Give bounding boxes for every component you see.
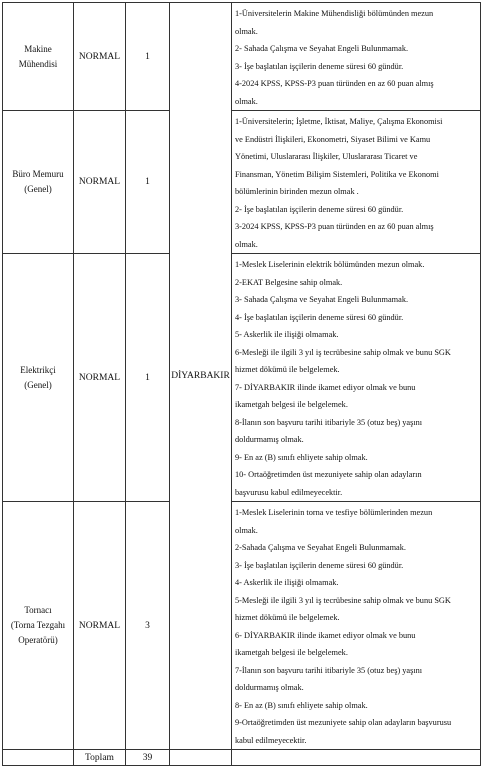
table-row: [3, 254, 481, 502]
table-row: [3, 111, 481, 254]
requirements-cell: 1-Meslek Liselerinin elektrik bölümünden mezun olmak. 2-EKAT Belgesine sahip olmak. 3- Sahada Çalışma ve Seyahat Engeli Bulunmamak. 4- İşe başlatılan işçilerin deneme süresi 60 gündür. 5- Askerlik ile ilişiği olmamak. 6-Mesleği ile ilgili 3 yıl iş tecrübesine sahip olmak ve bunu SGK hizmet dökümü ile belgelemek. 7- DİYARBAKIR ilinde ikamet ediyor olmak ve bunu ikametgah belgesi ile belgelemek. 8-İlanın son başvuru tarihi itibariyle 35 (otuz beş) yaşını doldurmamış olmak. 9- En az (B) sınıfı ehliyete sahip olmak. 10- Ortaöğretimden üst mezuniyete sahip olan adayların başvurusu kabul edilmeyecektir.: [232, 254, 481, 502]
total-row: [3, 750, 481, 766]
position-title: Makine Mühendisi: [3, 3, 74, 111]
position-count: 1: [126, 111, 170, 254]
work-location: DİYARBAKIR: [170, 3, 232, 750]
job-listing-table: [2, 2, 481, 766]
table-row: [3, 3, 481, 111]
position-title: Tornacı (Torna Tezgahı Operatörü): [3, 502, 74, 750]
empty-cell: [232, 750, 481, 766]
total-count: 39: [126, 750, 170, 766]
table-row: [3, 502, 481, 750]
position-title: Elektrikçi (Genel): [3, 254, 74, 502]
requirements-cell: 1-Üniversitelerin; İşletme, İktisat, Maliye, Çalışma Ekonomisi ve Endüstri İlişkileri, Ekonometri, Siyaset Bilimi ve Kamu Yönetimi, Uluslararası İlişkiler, Uluslararası Ticaret ve Finansman, Yönetim Bilişim Sistemleri, Politika ve Ekonomi bölümlerinin birinden mezun olmak . 2- İşe başlatılan işçilerin deneme süresi 60 gündür. 3-2024 KPSS, KPSS-P3 puan türünden en az 60 puan almış olmak.: [232, 111, 481, 254]
empty-cell: [170, 750, 232, 766]
position-title: Büro Memuru (Genel): [3, 111, 74, 254]
position-count: 1: [126, 254, 170, 502]
employment-type: NORMAL: [74, 3, 126, 111]
position-count: 1: [126, 3, 170, 111]
empty-cell: [3, 750, 74, 766]
employment-type: NORMAL: [74, 254, 126, 502]
total-label: Toplam: [74, 750, 126, 766]
position-count: 3: [126, 502, 170, 750]
employment-type: NORMAL: [74, 111, 126, 254]
employment-type: NORMAL: [74, 502, 126, 750]
requirements-cell: 1-Üniversitelerin Makine Mühendisliği bölümünden mezun olmak. 2- Sahada Çalışma ve Seyahat Engeli Bulunmamak. 3- İşe başlatılan işçilerin deneme süresi 60 gündür. 4-2024 KPSS, KPSS-P3 puan türünden en az 60 puan almış olmak.: [232, 3, 481, 111]
requirements-cell: 1-Meslek Liselerinin torna ve tesfiye bölümlerinden mezun olmak. 2-Sahada Çalışma ve Seyahat Engeli Bulunmamak. 3- İşe başlatılan işçilerin deneme süresi 60 gündür. 4- Askerlik ile ilişiği olmamak. 5-Mesleği ile ilgili 3 yıl iş tecrübesine sahip olmak ve bunu SGK hizmet dökümü ile belgelemek. 6- DİYARBAKIR ilinde ikamet ediyor olmak ve bunu ikametgah belgesi ile belgelemek. 7-İlanın son başvuru tarihi itibariyle 35 (otuz beş) yaşını doldurmamış olmak. 8- En az (B) sınıfı ehliyete sahip olmak. 9-Ortaöğretimden üst mezuniyete sahip olan adayların başvurusu kabul edilmeyecektir.: [232, 502, 481, 750]
